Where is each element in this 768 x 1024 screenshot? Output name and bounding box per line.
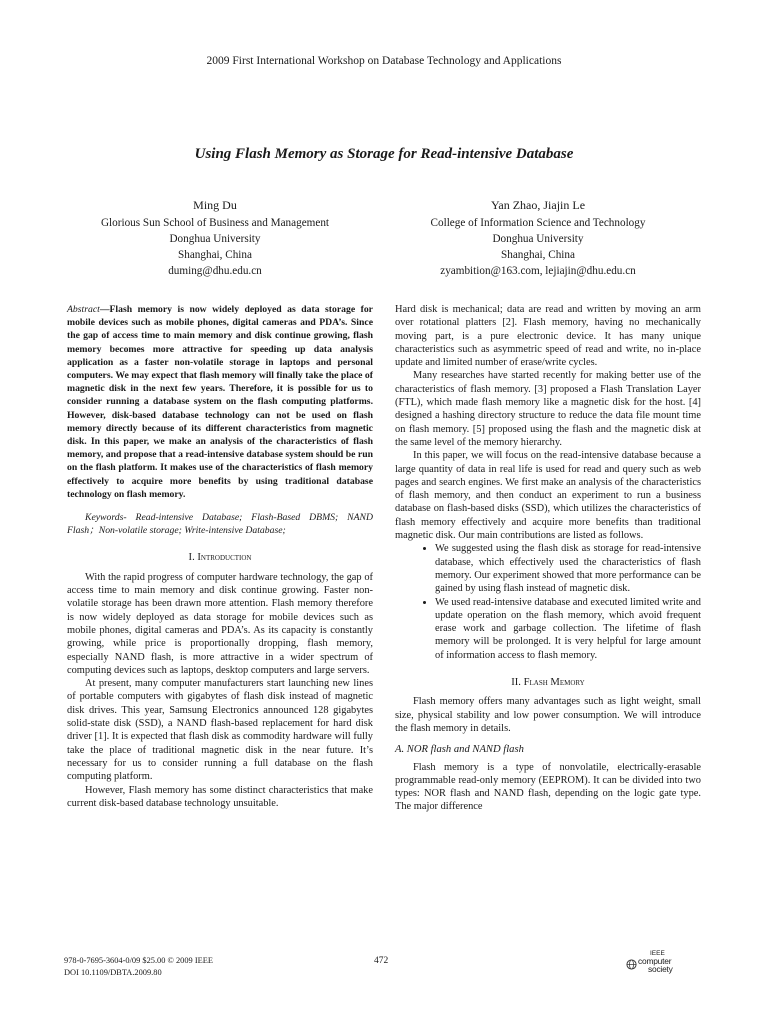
paragraph: Many researches have started recently for making better use of the characteristics of flash memory. [3] proposed a Flash Translation Layer (FTL), which made flash memory like a magnetic disk for the host. [4] designed a hashing directory structure to reduce the data file mount time on flash memory. [5] proposed using the flash and the magnetic disk at the same level of the memory hierarchy.: [395, 370, 701, 448]
paragraph: Flash memory is a type of nonvolatile, electrically-erasable programmable read-only memory (EEPROM). It can be divided into two types: NOR flash and NAND flash, depending on the logic gate type. The major difference: [395, 761, 701, 813]
conference-header: 2009 First International Workshop on Database Technology and Applications: [206, 55, 562, 67]
paper-title: Using Flash Memory as Storage for Read-intensive Database: [194, 146, 574, 162]
abstract-text: —Flash memory is now widely deployed as data storage for mobile devices such as mobile phones, digital cameras and PDA’s. Since the gap of access time to main memory and disk continue growing, flash memory becomes more attractive for speeding up data analysis application as a faster non-volatile storage in laptops and personal computers. We may expect that flash memory will finally take the place of magnetic disk in the next few years. Therefore, it is possible for us to consider running a database system on the flash computing platforms. However, disk-based database technology can not be used on flash memory directly because of its different characteristics from magnetic disk. In this paper, we make an analysis of the characteristics of flash memory, and propose that a read-intensive database system should be run on the flash platform. It makes use of the characteristics of flash memory effectively to acquire more benefits by using traditional database technology on flash memory.: [67, 304, 373, 500]
paragraph: In this paper, we will focus on the read-intensive database because a large quantity of data in real life is used for read and query such as web pages and search engines. We first make an analysis of the characteristics of flash memory, and then conduct an experiment to run a business database on flash-based disks (SSD), which utilizes the characteristics of flash memory effectively and acquire more benefits than traditional magnetic disk. Our main contributions are listed as follows.: [395, 450, 701, 542]
subsection-heading: A. NOR flash and NAND flash: [395, 744, 524, 756]
page-number: 472: [374, 956, 389, 966]
author-block-1: [50, 197, 380, 279]
author-name: Ming Du: [193, 198, 237, 212]
contribution-list: [395, 542, 701, 662]
section-heading-flash-memory: II. Flash Memory: [511, 677, 585, 689]
logo-ieee-text: IEEE: [650, 950, 665, 957]
author-university: Donghua University: [492, 233, 584, 245]
section-heading-introduction: I. Introduction: [188, 552, 252, 564]
footer-copyright: [64, 955, 213, 979]
author-email: zyambition@163.com, lejiajin@dhu.edu.cn: [440, 265, 636, 277]
left-column: [67, 303, 373, 810]
doi-line: DOI 10.1109/DBTA.2009.80: [64, 968, 162, 977]
globe-icon: [626, 959, 637, 970]
author-location: Shanghai, China: [501, 249, 575, 261]
author-name: Yan Zhao, Jiajin Le: [490, 198, 586, 212]
ieee-computer-society-logo: [622, 950, 702, 984]
logo-line-computer: computer: [638, 956, 672, 966]
author-email: duming@dhu.edu.cn: [168, 265, 262, 277]
paragraph: However, Flash memory has some distinct characteristics that make current disk-based database technology unsuitable.: [67, 784, 373, 809]
list-item: • We used read-intensive database and executed limited write and update operation on the flash memory, which avoid frequent erase work and garbage collection. The lifetime of flash memory will be prolonged. It is very helpful for large amount of information access to flash memory.: [435, 596, 701, 662]
paragraph: With the rapid progress of computer hardware technology, the gap of access time to main memory and disk continue growing. Faster non-volatile storage has been drawn more attention. Flash memory therefore is now widely deployed as data storage for mobile devices such as mobile phones, digital cameras and PDA’s. As its capacity is constantly growing, while price is proportionally dropping, flash memory, especially NAND flash, is more attractive in a wider spectrum of computing devices such as laptops, desktop computers and large servers.: [67, 571, 373, 676]
abstract-label: Abstract: [67, 304, 100, 315]
logo-line-society: society: [648, 964, 673, 974]
paragraph: Hard disk is mechanical; data are read and written by moving an arm over rotational platters [2]. Flash memory, having no mechanically moving part, is a pure electronic device. It has many unique characteristics such as asymmetric speed of read and write, no in-place update and limited number of erase/write cycles.: [395, 304, 701, 369]
paragraph: At present, many computer manufacturers start launching new lines of portable computers with gigabytes of flash disk instead of magnetic disk drives. This year, Samsung Electronics announced 128 gigabytes solid-state disk (SSD), a NAND flash-based replacement for hard disk driver [1]. It is expected that flash disk as commodity hardware will fully take the place of traditional magnetic disk in the near future. It’s necessary for us to consider running a full database on the flash computing platform.: [67, 678, 373, 783]
author-affiliation: College of Information Science and Technology: [430, 217, 646, 229]
author-university: Donghua University: [169, 233, 261, 245]
paragraph: Flash memory offers many advantages such as light weight, small size, physical stability and low power consumption. We will introduce the flash memory in details.: [395, 696, 701, 734]
author-location: Shanghai, China: [178, 249, 252, 261]
right-column: [395, 303, 701, 814]
keywords: Keywords- Read-intensive Database; Flash-Based DBMS; NAND Flash；Non-volatile storage; Write-intensive Database;: [67, 512, 373, 537]
author-block-2: [373, 197, 703, 279]
isbn-line: 978-0-7695-3604-0/09 $25.00 © 2009 IEEE: [64, 956, 213, 965]
abstract: [67, 303, 373, 501]
logo-wordmark: [638, 957, 673, 973]
author-affiliation: Glorious Sun School of Business and Management: [100, 217, 330, 229]
list-item: • We suggested using the flash disk as storage for read-intensive database, which effectively used the characteristics of flash memory. Our experiment showed that more performance can be gained by using flash instead of magnetic disk.: [435, 542, 701, 595]
